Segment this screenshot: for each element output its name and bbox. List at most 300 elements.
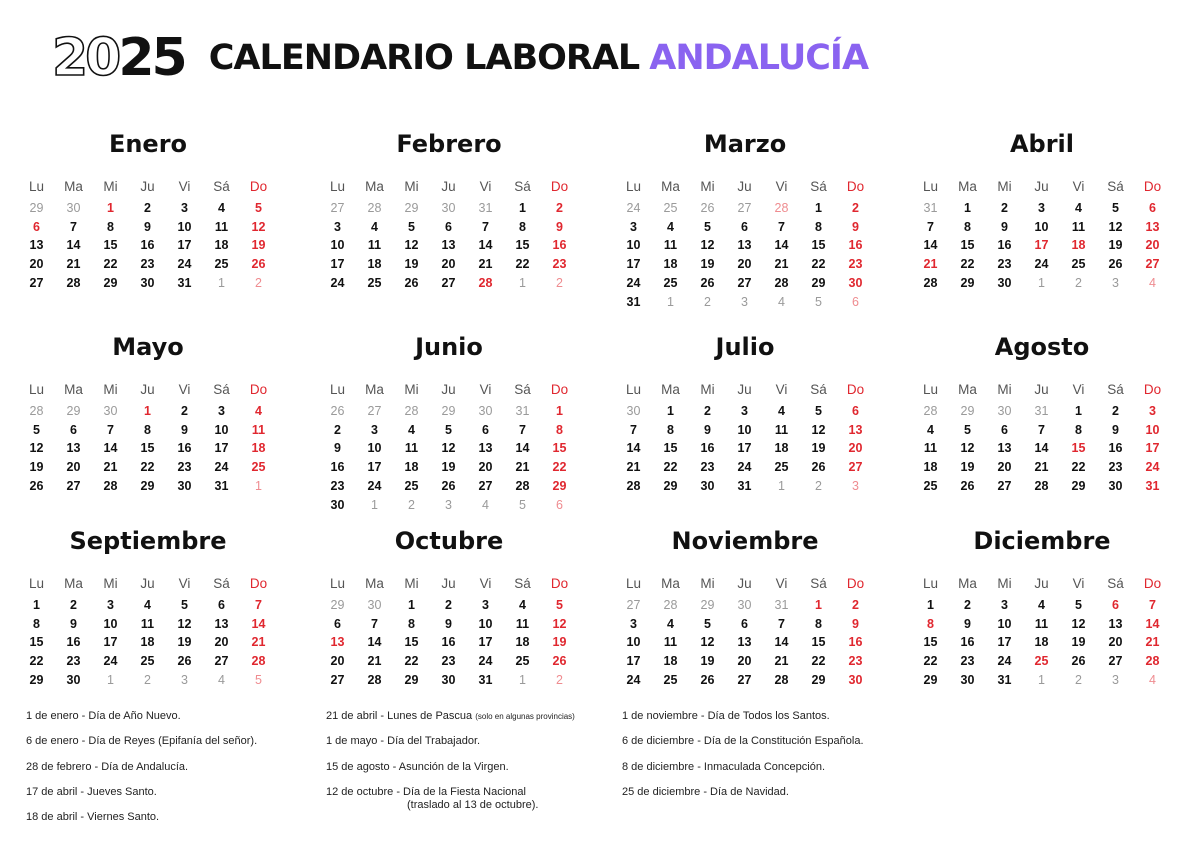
day-cell: 13 xyxy=(737,238,752,253)
weekday-label: Mi xyxy=(997,576,1012,591)
day-cell: 29 xyxy=(663,478,678,493)
day-cell: 24 xyxy=(626,275,641,290)
weekday-label: Do xyxy=(1143,576,1162,591)
day-cell: 8 xyxy=(144,422,151,437)
week-row xyxy=(319,636,578,649)
day-cell: 29 xyxy=(140,478,155,493)
day-cell: 9 xyxy=(852,219,859,234)
weekday-label: Do xyxy=(1143,179,1162,194)
day-cell: 23 xyxy=(66,654,81,669)
day-cell: 1 xyxy=(33,598,40,612)
weekday-label: Vi xyxy=(1072,179,1085,194)
day-cell: 8 xyxy=(1075,422,1082,437)
day-cell: 9 xyxy=(1001,219,1008,234)
week-row xyxy=(319,674,578,687)
day-cell: 14 xyxy=(626,441,641,456)
day-cell: 17 xyxy=(1145,441,1160,456)
day-cell: 9 xyxy=(704,422,711,437)
day-cell: 6 xyxy=(1149,201,1156,215)
weekday-label: Ju xyxy=(1034,576,1049,591)
day-cell: 1 xyxy=(107,201,114,215)
day-cell: 6 xyxy=(445,219,452,234)
day-cell: 14 xyxy=(515,441,530,456)
weekday-label: Vi xyxy=(775,179,788,194)
day-cell: 21 xyxy=(515,460,530,475)
month-name: Febrero xyxy=(396,130,502,158)
day-cell: 5 xyxy=(33,422,40,437)
month-name: Diciembre xyxy=(973,527,1111,555)
week-row xyxy=(912,480,1171,493)
day-cell: 11 xyxy=(923,441,938,456)
holiday-text: 15 de agosto - Asunción de la Virgen. xyxy=(326,760,509,773)
day-cell: 13 xyxy=(737,635,752,650)
day-cell: 3 xyxy=(107,598,114,612)
holiday-text: 18 de abril - Viernes Santo. xyxy=(26,811,160,824)
day-cell: 29 xyxy=(811,275,826,290)
weekday-label: Ma xyxy=(365,382,384,397)
day-cell: 1 xyxy=(667,294,674,309)
page-title-region: ANDALUCÍA xyxy=(649,37,869,78)
day-cell: 6 xyxy=(1001,422,1008,437)
day-cell: 9 xyxy=(852,616,859,631)
day-cell: 25 xyxy=(663,672,678,687)
day-cell: 9 xyxy=(1112,422,1119,437)
day-cell: 1 xyxy=(519,201,526,215)
day-cell: 27 xyxy=(29,275,44,290)
day-cell: 30 xyxy=(441,201,456,215)
day-cell: 26 xyxy=(330,404,345,418)
day-cell: 10 xyxy=(997,616,1012,631)
weekday-label: Vi xyxy=(1072,382,1085,397)
day-cell: 5 xyxy=(519,497,526,512)
day-cell: 2 xyxy=(255,275,262,290)
day-cell: 16 xyxy=(1108,441,1123,456)
day-cell: 31 xyxy=(1034,404,1049,418)
weekday-label: Vi xyxy=(479,382,492,397)
day-cell: 6 xyxy=(741,616,748,631)
day-cell: 5 xyxy=(181,598,188,612)
day-cell: 2 xyxy=(408,497,415,512)
day-cell: 7 xyxy=(778,616,785,631)
day-cell: 17 xyxy=(997,635,1012,650)
weekday-label: Ju xyxy=(737,179,752,194)
day-cell: 31 xyxy=(737,478,752,493)
holiday-text: 17 de abril - Jueves Santo. xyxy=(26,785,157,798)
week-row xyxy=(18,480,277,493)
day-cell: 2 xyxy=(852,598,859,612)
day-cell: 25 xyxy=(140,654,155,669)
day-cell: 30 xyxy=(177,478,192,493)
day-cell: 7 xyxy=(519,422,526,437)
week-row xyxy=(18,221,277,234)
day-cell: 27 xyxy=(478,478,493,493)
day-cell: 21 xyxy=(923,257,938,272)
day-cell: 15 xyxy=(923,635,938,650)
day-cell: 19 xyxy=(1071,635,1086,650)
day-cell: 4 xyxy=(1149,672,1156,687)
day-cell: 7 xyxy=(482,219,489,234)
week-row xyxy=(615,655,874,668)
week-row xyxy=(319,277,578,290)
day-cell: 17 xyxy=(626,654,641,669)
week-row xyxy=(615,296,874,309)
day-cell: 18 xyxy=(251,441,266,456)
day-cell: 4 xyxy=(408,422,415,437)
holiday-item xyxy=(326,710,626,735)
day-cell: 1 xyxy=(255,478,262,493)
day-cell: 18 xyxy=(404,460,419,475)
day-cell: 10 xyxy=(330,238,345,253)
day-cell: 26 xyxy=(1071,654,1086,669)
weekday-label: Lu xyxy=(329,179,346,194)
weekday-label: Ma xyxy=(365,179,384,194)
day-cell: 30 xyxy=(330,497,345,512)
day-cell: 16 xyxy=(997,238,1012,253)
day-cell: 8 xyxy=(556,422,563,437)
day-cell: 29 xyxy=(960,404,975,418)
day-cell: 23 xyxy=(960,654,975,669)
day-cell: 9 xyxy=(445,616,452,631)
weekday-label: Ma xyxy=(64,179,83,194)
day-cell: 22 xyxy=(515,257,530,272)
week-row xyxy=(18,618,277,631)
day-cell: 8 xyxy=(667,422,674,437)
day-cell: 15 xyxy=(811,635,826,650)
day-cell: 4 xyxy=(1038,598,1045,612)
holiday-item xyxy=(26,811,326,836)
day-cell: 2 xyxy=(334,422,341,437)
day-cell: 2 xyxy=(1112,404,1119,418)
day-cell: 25 xyxy=(404,478,419,493)
day-cell: 20 xyxy=(66,460,81,475)
day-cell: 23 xyxy=(441,654,456,669)
day-cell: 29 xyxy=(404,672,419,687)
day-cell: 28 xyxy=(478,275,493,290)
day-cell: 22 xyxy=(29,654,44,669)
holiday-text: 6 de diciembre - Día de la Constitución Española. xyxy=(622,735,864,748)
day-cell: 8 xyxy=(815,219,822,234)
day-cell: 16 xyxy=(848,238,863,253)
month-name: Noviembre xyxy=(671,527,819,555)
day-cell: 3 xyxy=(445,497,452,512)
day-cell: 5 xyxy=(445,422,452,437)
day-cell: 30 xyxy=(66,201,81,215)
weekday-label: Mi xyxy=(700,382,715,397)
day-cell: 10 xyxy=(214,422,229,437)
weekday-label: Lu xyxy=(28,179,45,194)
day-cell: 2 xyxy=(964,598,971,612)
day-cell: 4 xyxy=(927,422,934,437)
day-cell: 26 xyxy=(960,478,975,493)
weekday-header xyxy=(912,180,1171,194)
day-cell: 19 xyxy=(552,635,567,650)
month-name: Septiembre xyxy=(69,527,227,555)
day-cell: 21 xyxy=(1145,635,1160,650)
day-cell: 21 xyxy=(774,654,789,669)
day-cell: 3 xyxy=(371,422,378,437)
weekday-label: Ma xyxy=(958,179,977,194)
weekday-label: Ju xyxy=(441,576,456,591)
day-cell: 29 xyxy=(66,404,81,418)
day-cell: 2 xyxy=(181,404,188,418)
day-cell: 4 xyxy=(255,404,262,418)
weekday-label: Sá xyxy=(1107,179,1124,194)
day-cell: 30 xyxy=(140,275,155,290)
day-cell: 29 xyxy=(811,672,826,687)
week-row xyxy=(615,599,874,612)
holiday-item xyxy=(622,735,922,760)
day-cell: 5 xyxy=(1075,598,1082,612)
holiday-text: 6 de enero - Día de Reyes (Epifanía del señor). xyxy=(26,735,258,748)
day-cell: 3 xyxy=(482,598,489,612)
weekday-label: Do xyxy=(846,576,865,591)
day-cell: 11 xyxy=(214,219,229,234)
day-cell: 1 xyxy=(408,598,415,612)
day-cell: 20 xyxy=(441,257,456,272)
day-cell: 30 xyxy=(66,672,81,687)
week-row xyxy=(319,424,578,437)
holiday-text-line2: (traslado al 13 de octubre). xyxy=(407,798,539,811)
holiday-column xyxy=(26,710,326,836)
day-cell: 22 xyxy=(923,654,938,669)
day-cell: 15 xyxy=(960,238,975,253)
month-name: Mayo xyxy=(112,333,184,361)
week-row xyxy=(319,258,578,271)
day-cell: 12 xyxy=(251,219,266,234)
day-cell: 7 xyxy=(255,598,262,612)
day-cell: 1 xyxy=(107,672,114,687)
weekday-label: Vi xyxy=(775,382,788,397)
week-row xyxy=(319,499,578,512)
day-cell: 2 xyxy=(144,672,151,687)
day-cell: 8 xyxy=(815,616,822,631)
day-cell: 16 xyxy=(140,238,155,253)
weekday-label: Lu xyxy=(625,576,642,591)
day-cell: 28 xyxy=(774,201,789,215)
day-cell: 19 xyxy=(441,460,456,475)
day-cell: 25 xyxy=(515,654,530,669)
day-cell: 5 xyxy=(556,598,563,612)
weekday-label: Ma xyxy=(661,179,680,194)
day-cell: 5 xyxy=(1112,201,1119,215)
month-name: Abril xyxy=(1009,130,1075,158)
day-cell: 29 xyxy=(404,201,419,215)
day-cell: 14 xyxy=(774,635,789,650)
weekday-label: Do xyxy=(1143,382,1162,397)
day-cell: 31 xyxy=(515,404,530,418)
week-row xyxy=(18,655,277,668)
day-cell: 25 xyxy=(663,275,678,290)
day-cell: 9 xyxy=(334,441,341,456)
day-cell: 23 xyxy=(997,257,1012,272)
holiday-text: 25 de diciembre - Día de Navidad. xyxy=(622,785,789,798)
day-cell: 25 xyxy=(214,257,229,272)
holiday-text: 28 de febrero - Día de Andalucía. xyxy=(26,760,189,773)
day-cell: 15 xyxy=(552,441,567,456)
day-cell: 21 xyxy=(626,460,641,475)
day-cell: 18 xyxy=(367,257,382,272)
weekday-label: Do xyxy=(846,382,865,397)
day-cell: 27 xyxy=(997,478,1012,493)
day-cell: 19 xyxy=(29,460,44,475)
week-row xyxy=(912,655,1171,668)
day-cell: 6 xyxy=(482,422,489,437)
day-cell: 17 xyxy=(177,238,192,253)
day-cell: 6 xyxy=(852,294,859,309)
weekday-label: Lu xyxy=(922,179,939,194)
weekday-label: Ma xyxy=(64,382,83,397)
week-row xyxy=(18,202,277,215)
weekday-label: Do xyxy=(249,179,268,194)
day-cell: 8 xyxy=(519,219,526,234)
weekday-label: Ju xyxy=(1034,382,1049,397)
holiday-item xyxy=(26,761,326,786)
holiday-item xyxy=(26,786,326,811)
day-cell: 9 xyxy=(556,219,563,234)
weekday-header xyxy=(18,180,277,194)
week-row xyxy=(319,599,578,612)
day-cell: 24 xyxy=(478,654,493,669)
weekday-label: Sá xyxy=(810,576,827,591)
day-cell: 13 xyxy=(29,238,44,253)
day-cell: 27 xyxy=(330,201,345,215)
day-cell: 2 xyxy=(144,201,151,215)
day-cell: 30 xyxy=(478,404,493,418)
day-cell: 18 xyxy=(140,635,155,650)
day-cell: 1 xyxy=(964,201,971,215)
day-cell: 11 xyxy=(1071,219,1086,234)
day-cell: 15 xyxy=(140,441,155,456)
weekday-label: Ma xyxy=(661,576,680,591)
day-cell: 12 xyxy=(404,238,419,253)
day-cell: 5 xyxy=(408,219,415,234)
day-cell: 21 xyxy=(774,257,789,272)
day-cell: 30 xyxy=(441,672,456,687)
day-cell: 29 xyxy=(103,275,118,290)
day-cell: 31 xyxy=(1145,478,1160,493)
weekday-label: Do xyxy=(550,382,569,397)
day-cell: 14 xyxy=(923,238,938,253)
day-cell: 3 xyxy=(1149,404,1156,418)
day-cell: 10 xyxy=(1034,219,1049,234)
weekday-label: Mi xyxy=(103,382,118,397)
weekday-label: Ju xyxy=(140,179,155,194)
weekday-label: Ma xyxy=(958,382,977,397)
week-row xyxy=(319,655,578,668)
day-cell: 22 xyxy=(103,257,118,272)
day-cell: 30 xyxy=(700,478,715,493)
day-cell: 14 xyxy=(66,238,81,253)
day-cell: 30 xyxy=(367,598,382,612)
day-cell: 5 xyxy=(964,422,971,437)
day-cell: 18 xyxy=(1034,635,1049,650)
day-cell: 29 xyxy=(441,404,456,418)
day-cell: 23 xyxy=(140,257,155,272)
day-cell: 3 xyxy=(1112,275,1119,290)
week-row xyxy=(615,461,874,474)
day-cell: 26 xyxy=(29,478,44,493)
day-cell: 28 xyxy=(774,275,789,290)
day-cell: 17 xyxy=(626,257,641,272)
month-name: Enero xyxy=(108,130,188,158)
day-cell: 12 xyxy=(552,616,567,631)
day-cell: 19 xyxy=(251,238,266,253)
day-cell: 28 xyxy=(626,478,641,493)
page-title: CALENDARIO LABORAL xyxy=(208,37,640,78)
day-cell: 15 xyxy=(404,635,419,650)
holiday-item xyxy=(326,735,626,760)
holiday-text: 1 de noviembre - Día de Todos los Santos. xyxy=(622,710,830,722)
day-cell: 1 xyxy=(778,478,785,493)
day-cell: 7 xyxy=(1149,598,1156,612)
week-row xyxy=(615,202,874,215)
day-cell: 3 xyxy=(741,404,748,418)
day-cell: 20 xyxy=(848,441,863,456)
day-cell: 1 xyxy=(144,404,151,418)
weekday-label: Do xyxy=(550,576,569,591)
day-cell: 18 xyxy=(214,238,229,253)
holiday-item xyxy=(622,710,922,735)
day-cell: 17 xyxy=(737,441,752,456)
week-row xyxy=(18,636,277,649)
weekday-header xyxy=(615,383,874,397)
day-cell: 4 xyxy=(519,598,526,612)
day-cell: 27 xyxy=(626,598,641,612)
day-cell: 24 xyxy=(997,654,1012,669)
week-row xyxy=(912,674,1171,687)
day-cell: 12 xyxy=(177,616,192,631)
day-cell: 18 xyxy=(923,460,938,475)
day-cell: 13 xyxy=(997,441,1012,456)
day-cell: 1 xyxy=(815,598,822,612)
day-cell: 15 xyxy=(663,441,678,456)
day-cell: 13 xyxy=(478,441,493,456)
day-cell: 4 xyxy=(144,598,151,612)
day-cell: 20 xyxy=(737,654,752,669)
day-cell: 23 xyxy=(330,478,345,493)
week-row xyxy=(615,480,874,493)
weekday-label: Ju xyxy=(737,382,752,397)
day-cell: 19 xyxy=(960,460,975,475)
day-cell: 27 xyxy=(1108,654,1123,669)
holiday-item xyxy=(622,761,922,786)
day-cell: 5 xyxy=(255,201,262,215)
week-row xyxy=(912,405,1171,418)
day-cell: 23 xyxy=(848,257,863,272)
weekday-label: Vi xyxy=(178,179,191,194)
day-cell: 17 xyxy=(478,635,493,650)
day-cell: 2 xyxy=(704,404,711,418)
weekday-label: Ma xyxy=(958,576,977,591)
day-cell: 30 xyxy=(1108,478,1123,493)
day-cell: 3 xyxy=(852,478,859,493)
day-cell: 16 xyxy=(330,460,345,475)
day-cell: 27 xyxy=(214,654,229,669)
day-cell: 28 xyxy=(66,275,81,290)
day-cell: 11 xyxy=(1034,616,1049,631)
day-cell: 4 xyxy=(218,672,225,687)
day-cell: 24 xyxy=(626,672,641,687)
day-cell: 26 xyxy=(700,275,715,290)
day-cell: 24 xyxy=(367,478,382,493)
day-cell: 29 xyxy=(700,598,715,612)
day-cell: 31 xyxy=(923,201,938,215)
weekday-label: Do xyxy=(249,382,268,397)
weekday-label: Do xyxy=(550,179,569,194)
weekday-label: Sá xyxy=(213,576,230,591)
day-cell: 3 xyxy=(741,294,748,309)
holiday-item xyxy=(326,786,626,811)
